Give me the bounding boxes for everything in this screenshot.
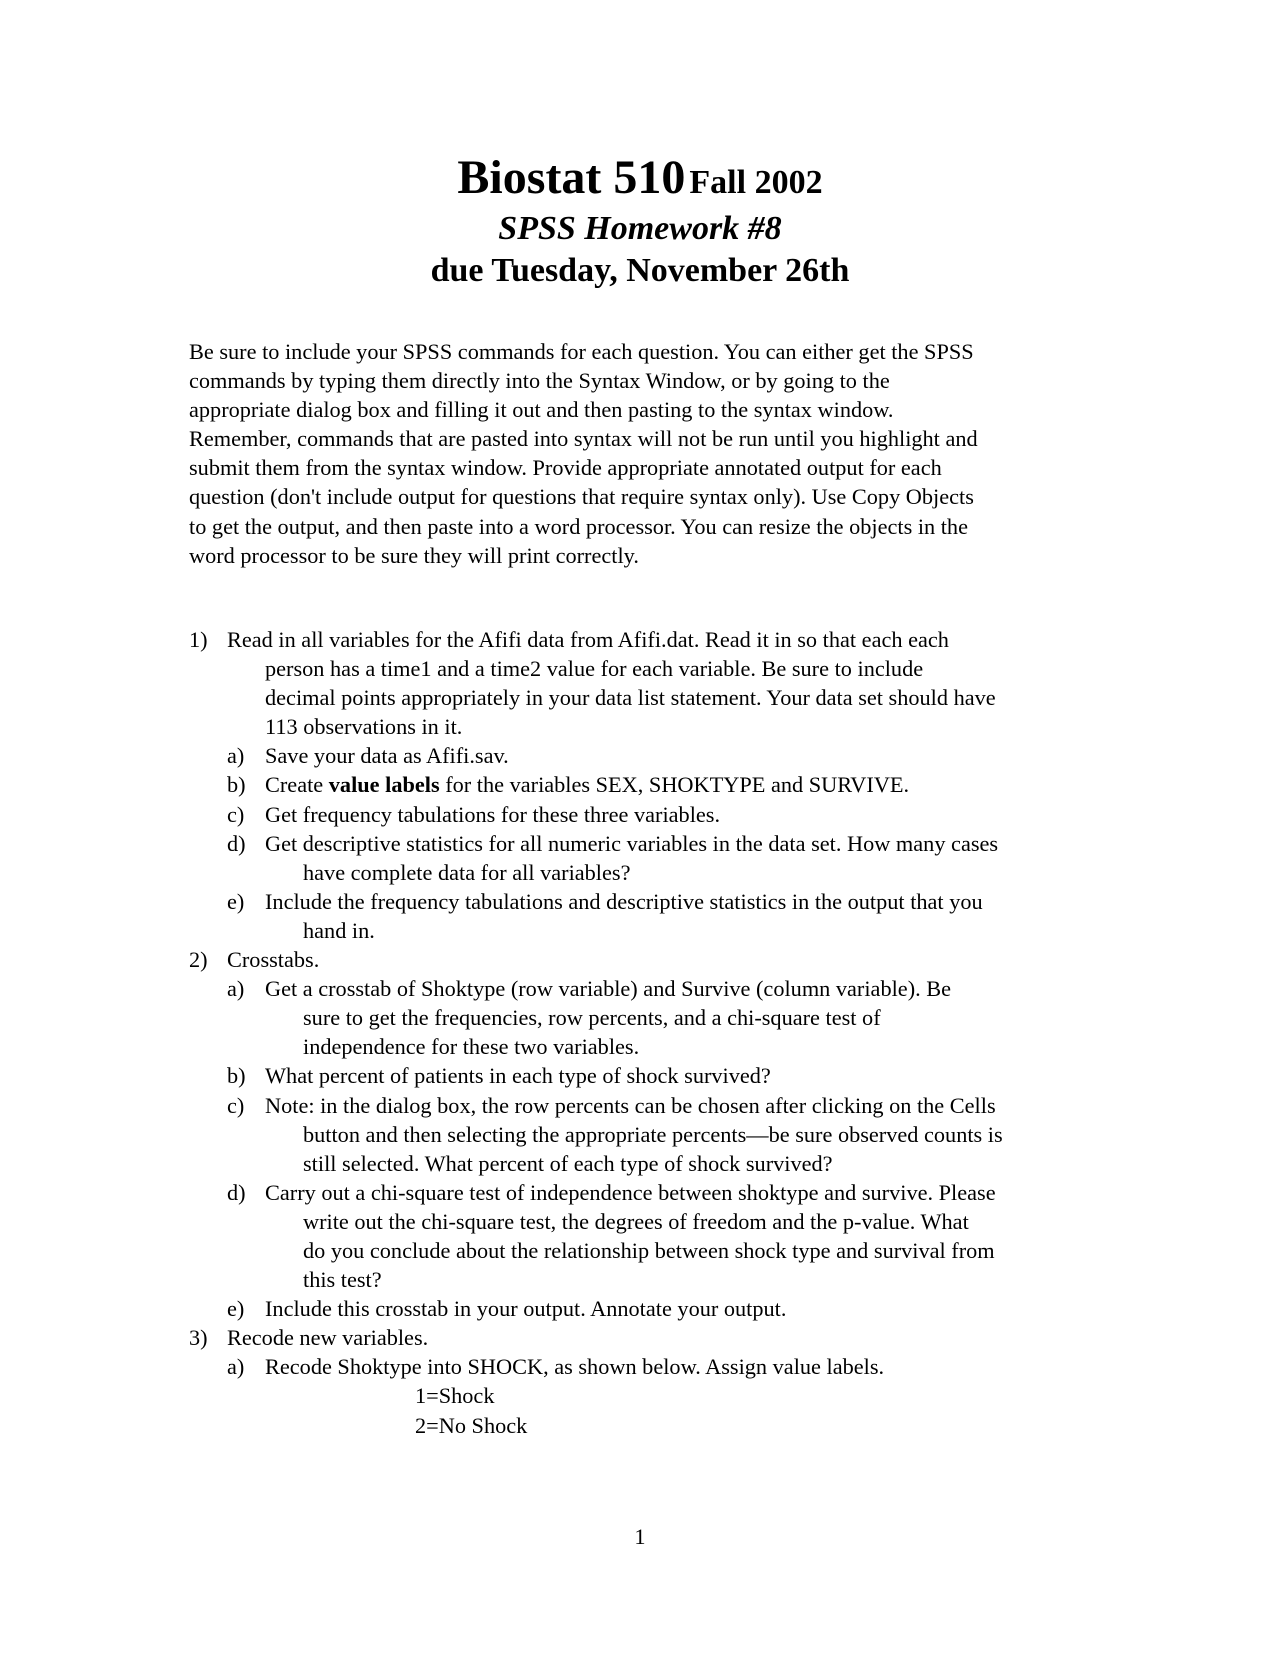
subquestion-label: c) — [227, 801, 245, 827]
subquestion-1b — [189, 770, 1109, 799]
question-2 — [189, 945, 1109, 974]
subquestion-text: Get descriptive statistics for all numeric variables in the data set. How many cases — [265, 830, 999, 856]
subquestion-text: Include the frequency tabulations and descriptive statistics in the output that you — [265, 888, 983, 914]
document-title — [0, 150, 1280, 210]
subquestion-label: a) — [227, 743, 245, 769]
subquestion-text: button and then selecting the appropriate percents—be sure observed counts is — [303, 1121, 1003, 1147]
subquestion-label: b) — [227, 1063, 246, 1089]
subquestion-label: e) — [227, 1296, 245, 1322]
subquestion-label: b) — [227, 772, 246, 798]
course-term: Fall 2002 — [689, 164, 823, 201]
subquestion-text: Note: in the dialog box, the row percents can be chosen after clicking on the Cells — [265, 1092, 996, 1118]
subquestion-2d — [189, 1178, 1109, 1207]
intro-line: word processor to be sure they will print correctly. — [189, 542, 639, 568]
intro-line: Remember, commands that are pasted into syntax will not be run until you highlight and — [189, 426, 978, 452]
subquestion-2e — [189, 1294, 1109, 1323]
subquestion-text: do you conclude about the relationship between shock type and survival from — [303, 1237, 995, 1263]
subquestion-text: Include this crosstab in your output. Annotate your output. — [265, 1296, 787, 1322]
subquestion-text: independence for these two variables. — [303, 1034, 640, 1060]
subquestion-text: have complete data for all variables? — [303, 859, 631, 885]
question-list — [189, 625, 1109, 1440]
intro-line: appropriate dialog box and filling it out and then pasting to the syntax window. — [189, 397, 894, 423]
question-text: person has a time1 and a time2 value for each variable. Be sure to include — [265, 656, 924, 682]
course-name: Biostat 510 — [457, 151, 686, 204]
subquestion-text: Save your data as Afifi.sav. — [265, 743, 509, 769]
subquestion-2c — [189, 1091, 1109, 1120]
intro-line: submit them from the syntax window. Provide appropriate annotated output for each — [189, 455, 942, 481]
question-3 — [189, 1323, 1109, 1352]
recode-value-label: 1=Shock — [415, 1383, 495, 1409]
assignment-title: SPSS Homework #8 — [498, 210, 782, 247]
subquestion-1e — [189, 887, 1109, 916]
question-text: Read in all variables for the Afifi data from Afifi.dat. Read it in so that each each — [227, 627, 949, 652]
due-date: due Tuesday, November 26th — [430, 252, 850, 289]
subquestion-text: Get frequency tabulations for these three variables. — [265, 801, 721, 827]
subquestion-2b — [189, 1061, 1109, 1090]
subquestion-label: a) — [227, 1354, 245, 1380]
subquestion-text: write out the chi-square test, the degrees of freedom and the p-value. What — [303, 1208, 969, 1234]
page-number: 1 — [634, 1524, 646, 1549]
question-number: 2) — [189, 947, 208, 973]
question-text: decimal points appropriately in your data list statement. Your data set should have — [265, 685, 996, 711]
question-1 — [189, 625, 1109, 654]
intro-paragraph — [189, 337, 1109, 570]
question-number: 3) — [189, 1325, 208, 1351]
subquestion-label: c) — [227, 1092, 245, 1118]
question-text: Recode new variables. — [227, 1325, 429, 1351]
subquestion-1d — [189, 829, 1109, 858]
subquestion-text: Create value labels for the variables SEX, SHOKTYPE and SURVIVE. — [265, 772, 910, 798]
subquestion-text: hand in. — [303, 917, 375, 943]
subquestion-text: What percent of patients in each type of shock survived? — [265, 1063, 771, 1089]
subquestion-text: still selected. What percent of each type of shock survived? — [303, 1150, 833, 1176]
subquestion-label: e) — [227, 888, 245, 914]
bold-term: value labels — [328, 772, 440, 798]
subquestion-text: Carry out a chi-square test of independence between shoktype and survive. Please — [265, 1179, 996, 1205]
question-number: 1) — [189, 627, 208, 652]
subquestion-label: d) — [227, 830, 246, 856]
subquestion-label: a) — [227, 976, 245, 1002]
recode-value-label: 2=No Shock — [415, 1412, 528, 1438]
question-text: 113 observations in it. — [265, 714, 463, 740]
intro-line: Be sure to include your SPSS commands for each question. You can either get the SPSS — [189, 339, 974, 364]
subquestion-3a — [189, 1352, 1109, 1381]
intro-line: to get the output, and then paste into a word processor. You can resize the objects in the — [189, 513, 968, 539]
subquestion-text: Get a crosstab of Shoktype (row variable) and Survive (column variable). Be — [265, 976, 952, 1002]
subquestion-text: this test? — [303, 1267, 382, 1293]
subquestion-label: d) — [227, 1179, 246, 1205]
subquestion-1c — [189, 800, 1109, 829]
subquestion-2a — [189, 974, 1109, 1003]
subquestion-text: Recode Shoktype into SHOCK, as shown below. Assign value labels. — [265, 1354, 885, 1380]
question-text: Crosstabs. — [227, 947, 320, 973]
intro-line: question (don't include output for questions that require syntax only). Use Copy Objects — [189, 484, 974, 510]
subquestion-1a — [189, 741, 1109, 770]
subquestion-text: sure to get the frequencies, row percents, and a chi-square test of — [303, 1005, 881, 1031]
intro-line: commands by typing them directly into the Syntax Window, or by going to the — [189, 368, 890, 394]
